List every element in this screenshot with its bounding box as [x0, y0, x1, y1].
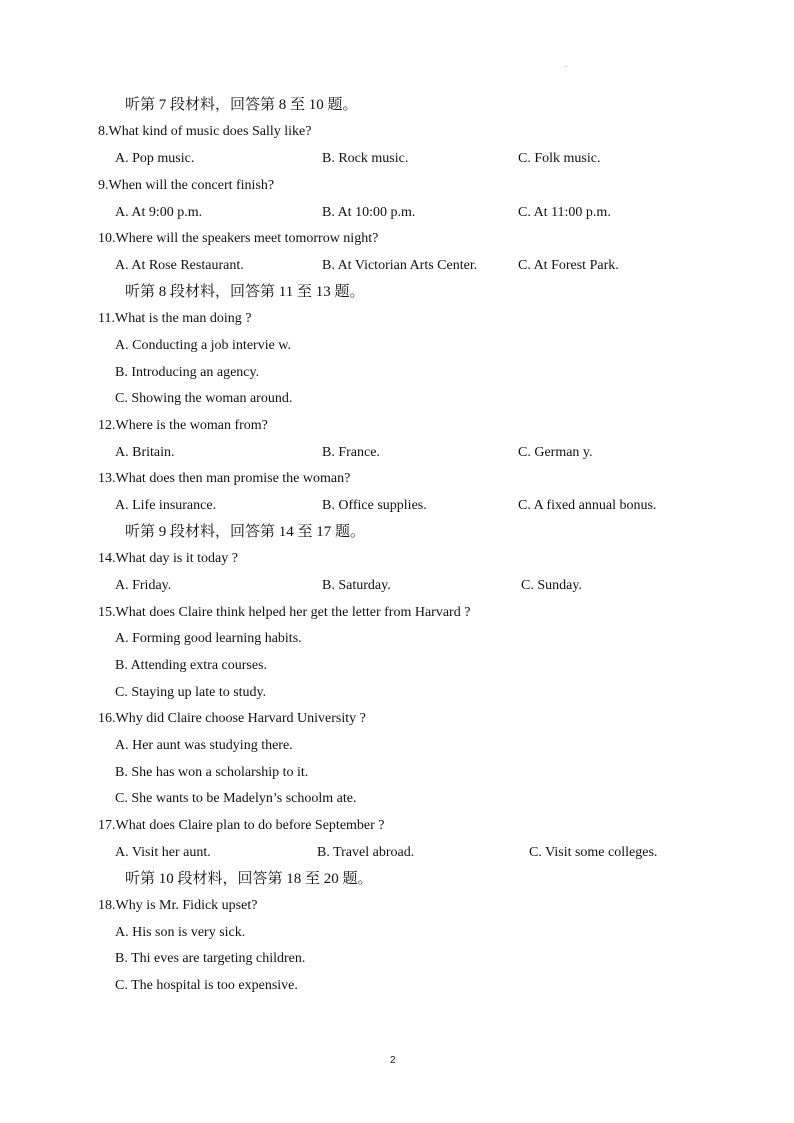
q13-option-a: A. Life insurance.	[115, 498, 217, 513]
q8-option-c: C. Folk music.	[518, 151, 601, 166]
q10-option-b: B. At Victorian Arts Center.	[322, 258, 478, 273]
q16-option-b: B. She has won a scholarship to it.	[115, 765, 309, 780]
question-14: 14.What day is it today ?	[98, 551, 238, 566]
q12-option-c: C. German y.	[518, 445, 593, 460]
corner-mark: .	[565, 60, 567, 69]
q11-option-a: A. Conducting a job intervie w.	[115, 338, 292, 353]
q11-option-c: C. Showing the woman around.	[115, 391, 293, 406]
q15-option-b: B. Attending extra courses.	[115, 658, 268, 673]
question-12: 12.Where is the woman from?	[98, 418, 268, 433]
q17-option-c: C. Visit some colleges.	[529, 845, 658, 860]
q18-option-b: B. Thi eves are targeting children.	[115, 951, 306, 966]
q15-option-c: C. Staying up late to study.	[115, 685, 267, 700]
q14-option-c: C. Sunday.	[521, 578, 582, 593]
question-15: 15.What does Claire think helped her get the letter from Harvard ?	[98, 605, 471, 620]
q12-option-b: B. France.	[322, 445, 380, 460]
q9-option-c: C. At 11:00 p.m.	[518, 205, 611, 220]
question-11: 11.What is the man doing ?	[98, 311, 252, 326]
question-18: 18.Why is Mr. Fidick upset?	[98, 898, 258, 913]
q16-option-a: A. Her aunt was studying there.	[115, 738, 293, 753]
section-heading-10: 听第 10 段材料，回答第 18 至 20 题。	[125, 871, 373, 887]
page-number: 2	[390, 1055, 396, 1066]
question-8: 8.What kind of music does Sally like?	[98, 124, 312, 139]
q13-option-b: B. Office supplies.	[322, 498, 427, 513]
q9-option-b: B. At 10:00 p.m.	[322, 205, 416, 220]
section-heading-8: 听第 8 段材料，回答第 11 至 13 题。	[125, 284, 365, 300]
q13-option-c: C. A fixed annual bonus.	[518, 498, 657, 513]
question-10: 10.Where will the speakers meet tomorrow night?	[98, 231, 379, 246]
q17-option-a: A. Visit her aunt.	[115, 845, 211, 860]
q10-option-a: A. At Rose Restaurant.	[115, 258, 244, 273]
q10-option-c: C. At Forest Park.	[518, 258, 619, 273]
q12-option-a: A. Britain.	[115, 445, 175, 460]
q9-option-a: A. At 9:00 p.m.	[115, 205, 203, 220]
q18-option-c: C. The hospital is too expensive.	[115, 978, 298, 993]
q18-option-a: A. His son is very sick.	[115, 925, 246, 940]
question-16: 16.Why did Claire choose Harvard University ?	[98, 711, 366, 726]
q15-option-a: A. Forming good learning habits.	[115, 631, 302, 646]
section-heading-9: 听第 9 段材料，回答第 14 至 17 题。	[125, 524, 366, 540]
q11-option-b: B. Introducing an agency.	[115, 365, 260, 380]
question-17: 17.What does Claire plan to do before September ?	[98, 818, 385, 833]
question-9: 9.When will the concert finish?	[98, 178, 275, 193]
section-heading-7: 听第 7 段材料，回答第 8 至 10 题。	[125, 97, 358, 113]
q14-option-a: A. Friday.	[115, 578, 172, 593]
q8-option-b: B. Rock music.	[322, 151, 409, 166]
q16-option-c: C. She wants to be Madelyn’s schoolm ate.	[115, 791, 357, 806]
q8-option-a: A. Pop music.	[115, 151, 195, 166]
question-13: 13.What does then man promise the woman?	[98, 471, 351, 486]
q14-option-b: B. Saturday.	[322, 578, 391, 593]
q17-option-b: B. Travel abroad.	[317, 845, 415, 860]
